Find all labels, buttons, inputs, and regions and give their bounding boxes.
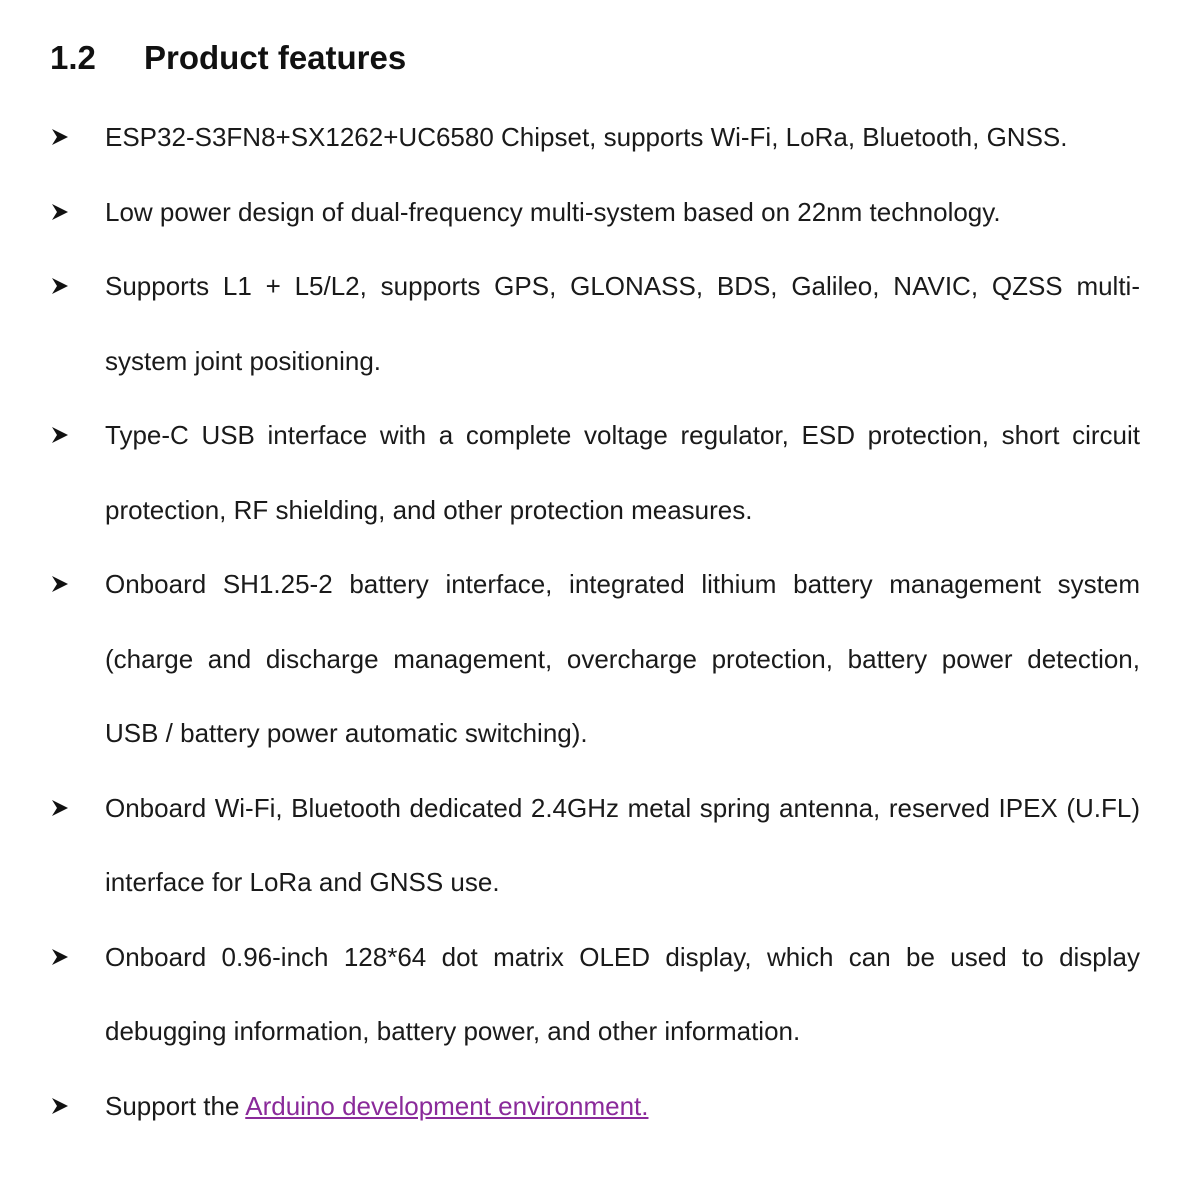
arduino-environment-link[interactable]: Arduino development environment.	[245, 1090, 649, 1121]
arrowhead-bullet-icon	[50, 398, 74, 473]
arrowhead-bullet-icon	[50, 920, 74, 995]
section-heading	[50, 36, 406, 80]
feature-item	[50, 771, 1140, 920]
section-number: 1.2	[50, 39, 96, 76]
feature-text: Onboard SH1.25-2 battery interface, integrated lithium battery management system (charge and discharge management, overcharge protection, battery power detection, USB / battery power automatic switching).	[105, 569, 1140, 748]
feature-text: Type-C USB interface with a complete voltage regulator, ESD protection, short circuit protection, RF shielding, and other protection measures.	[105, 420, 1140, 525]
feature-text: Onboard 0.96-inch 128*64 dot matrix OLED display, which can be used to display debugging information, battery power, and other information.	[105, 941, 1140, 1046]
feature-item	[50, 175, 1140, 250]
arrowhead-bullet-icon	[50, 100, 74, 175]
arrowhead-bullet-icon	[50, 249, 74, 324]
feature-item-arduino	[50, 1069, 1140, 1144]
feature-item	[50, 249, 1140, 398]
arrowhead-bullet-icon	[50, 771, 74, 846]
feature-item	[50, 920, 1140, 1069]
section-title: Product features	[144, 39, 407, 76]
feature-text: Onboard Wi-Fi, Bluetooth dedicated 2.4GHz metal spring antenna, reserved IPEX (U.FL) interface for LoRa and GNSS use.	[105, 792, 1140, 897]
feature-text: Supports L1 + L5/L2, supports GPS, GLONASS, BDS, Galileo, NAVIC, QZSS multi-system joint positioning.	[105, 271, 1140, 376]
feature-item	[50, 100, 1140, 175]
feature-item	[50, 547, 1140, 771]
arrowhead-bullet-icon	[50, 1069, 74, 1144]
feature-text-prefix: Support the	[105, 1090, 240, 1121]
arrowhead-bullet-icon	[50, 175, 74, 250]
feature-text: ESP32-S3FN8+SX1262+UC6580 Chipset, supports Wi-Fi, LoRa, Bluetooth, GNSS.	[105, 122, 1068, 152]
feature-list	[50, 100, 1140, 1143]
feature-text: Low power design of dual-frequency multi-system based on 22nm technology.	[105, 196, 1001, 227]
feature-item	[50, 398, 1140, 547]
arrowhead-bullet-icon	[50, 547, 74, 622]
